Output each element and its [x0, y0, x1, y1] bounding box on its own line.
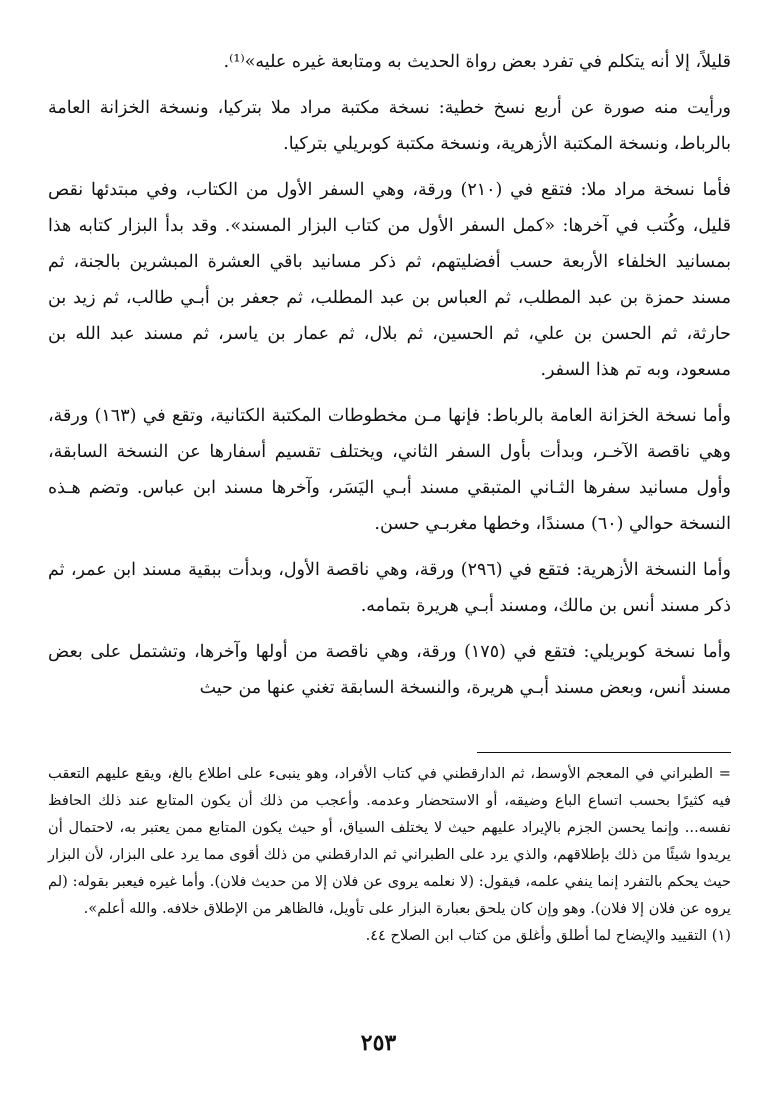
paragraph-intro-end: قليلاً، إلا أنه يتكلم في تفرد بعض رواة الحديث به ومتابعة غيره عليه»⁽¹⁾. — [223, 52, 731, 72]
footnotes — [48, 760, 731, 949]
page-number: ٢٥٣ — [360, 1030, 397, 1056]
main-text — [48, 44, 731, 716]
paragraph-koprulu: وأما نسخة كوبريلي: فتقع في (١٧٥) ورقة، وهي ناقصة من أولها وآخرها، وتشتمل على بعض مسند أنس، وبعض مسند أبـي هريرة، والنسخة السابقة تغني عنها من حيث — [48, 642, 731, 698]
footnote-divider — [477, 752, 731, 753]
footnote-continuation: = الطبراني في المعجم الأوسط، ثم الدارقطني في كتاب الأفراد، وهو ينبىء على اطلاع بالغ، ويقع عليهم التعقب فيه كثيرًا بحسب اتساع الباع وضيقه، أو الاستحضار وعدمه. وأعجب من ذلك أن يكون المتابع عند ذلك الحافظ نفسه... وإنما يحسن الجزم بالإيراد عليهم حيث لا يختلف السياق، أو حيث يكون المتابع ممن يعتبر به، لاحتمال أن يريدوا شيئًا من ذلك بإطلاقهم، والذي يرد على الطبراني ثم الدارقطني من ذلك أقوى مما يرد على البزار، لأن البزار حيث يحكم بالتفرد إنما ينفي علمه، فيقول: (لا نعلمه يروى عن فلان إلا من حديث فلان). وأما غيره فيعبر بقوله: (لم يروه عن فلان إلا فلان). وهو وإن كان يلحق بعبارة البزار على تأويل، فالظاهر من الإطلاق خلافه. والله أعلم». — [48, 765, 731, 917]
paragraph-rabat: وأما نسخة الخزانة العامة بالرباط: فإنها مـن مخطوطات المكتبة الكتانية، وتقع في (١٦٣) ورقة، وهي ناقصة الآخـر، وبدأت بأول السفر الثاني، ويختلف تقسيم أسفارها عن النسخة السابقة، وأول مسانيد سفرها الثـاني المتبقي مسند أبـي اليَسَر، وآخرها مسند ابن عباس. وتضم هـذه النسخة حوالي (٦٠) مسندًا، وخطها مغربـي حسن. — [48, 406, 731, 534]
paragraph-murad-mulla: فأما نسخة مراد ملا: فتقع في (٢١٠) ورقة، وهي السفر الأول من الكتاب، وفي مبتدئها نقص قليل، وكُتب في آخرها: «كمل السفر الأول من كتاب البزار المسند». وقد بدأ البزار كتابه هذا بمسانيد الخلفاء الأربعة حسب أفضليتهم، ثم ذكر مسانيد باقي العشرة المبشرين بالجنة، ثم مسند حمزة بن عبد المطلب، ثم العباس بن عبد المطلب، ثم جعفر بن أبـي طالب، ثم زيد بن حارثة، ثم الحسن بن علي، ثم الحسين، ثم بلال، ثم عمار بن ياسر، ثم مسند عبد الله بن مسعود، وبه تم هذا السفر. — [48, 180, 731, 380]
paragraph-azhar: وأما النسخة الأزهرية: فتقع في (٢٩٦) ورقة، وهي ناقصة الأول، وبدأت ببقية مسند ابن عمر، ثم ذكر مسند أنس بن مالك، ومسند أبـي هريرة بتمامه. — [48, 560, 731, 616]
footnote-1: (١) التقييد والإيضاح لما أطلق وأغلق من كتاب ابن الصلاح ٤٤. — [365, 927, 731, 944]
paragraph-manuscripts: ورأيت منه صورة عن أربع نسخ خطية: نسخة مكتبة مراد ملا بتركيا، ونسخة الخزانة العامة بالرباط، ونسخة المكتبة الأزهرية، ونسخة مكتبة كوبريلي بتركيا. — [48, 98, 731, 154]
